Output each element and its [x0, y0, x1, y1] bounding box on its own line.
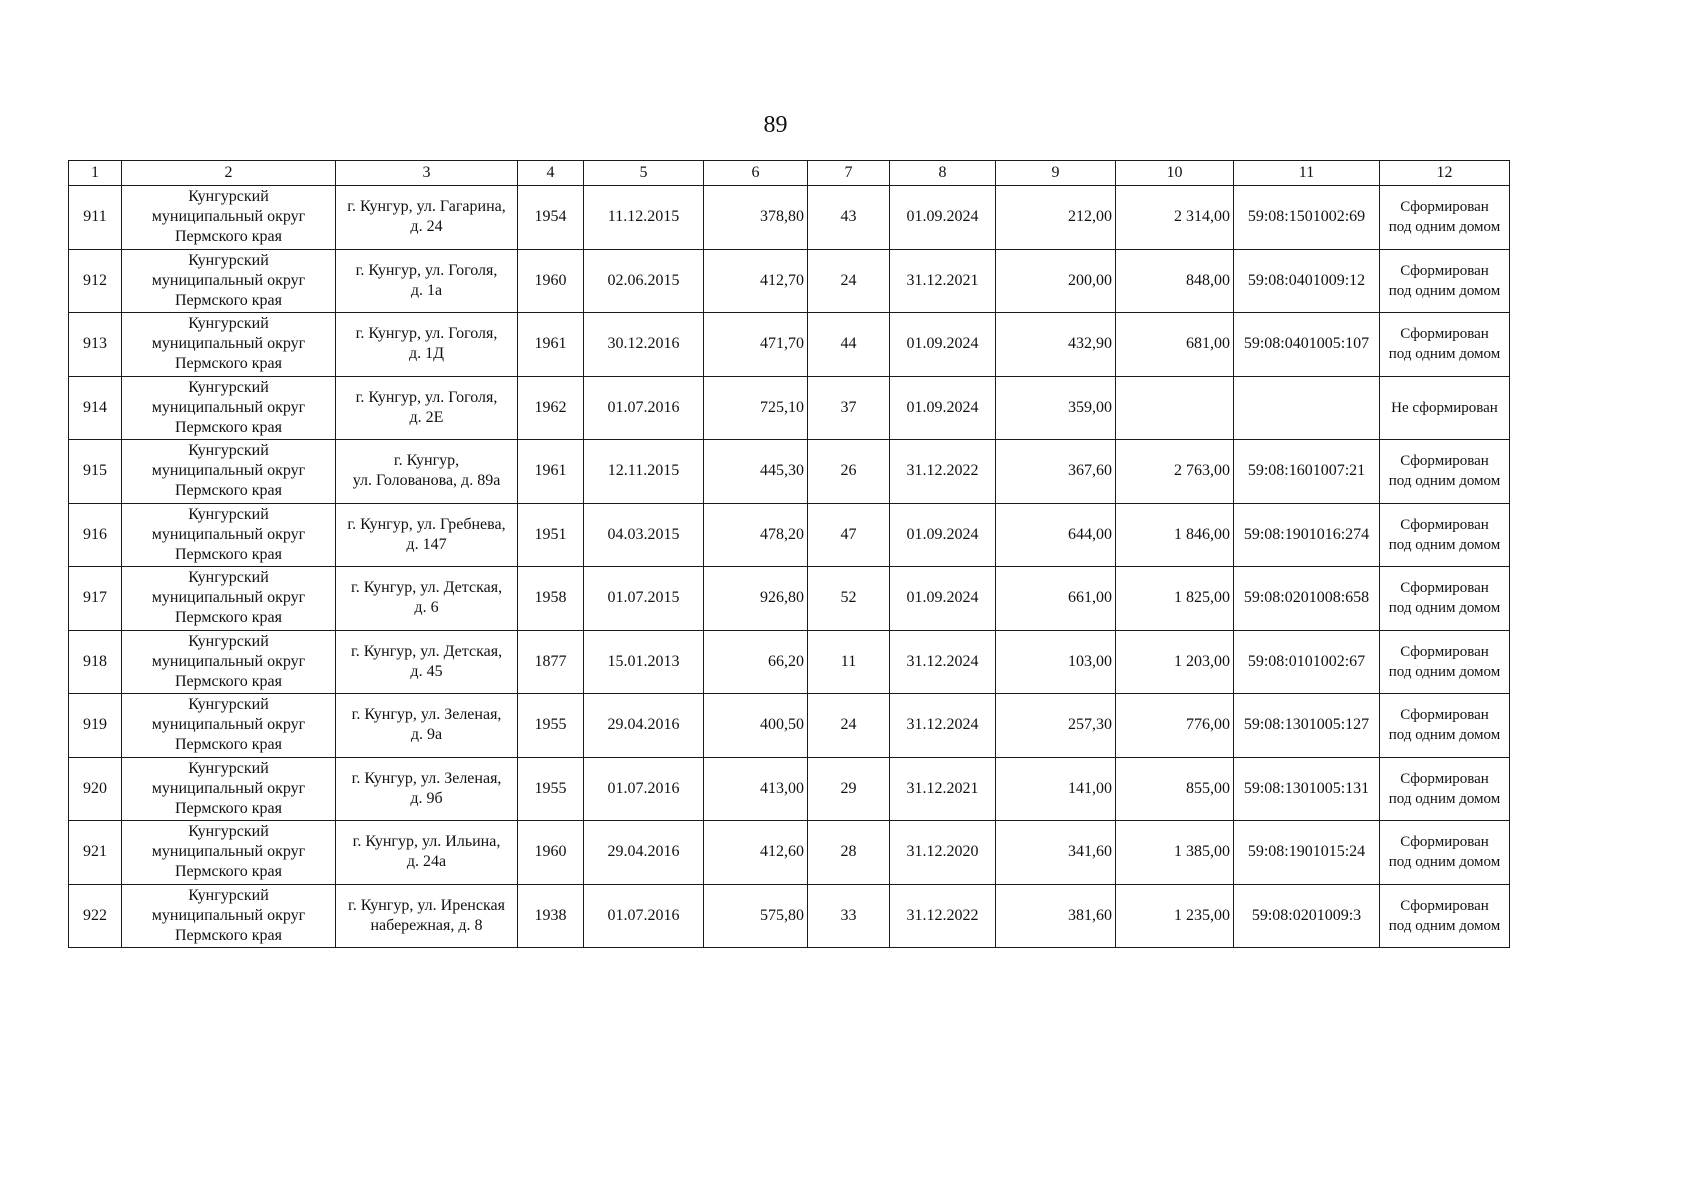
- cell-status: [1380, 884, 1510, 948]
- cell-address: [336, 313, 518, 377]
- cell-owner: [122, 503, 336, 567]
- cell-status-line: под одним домом: [1388, 536, 1501, 553]
- cell-deadline: 31.12.2020: [890, 821, 996, 885]
- table-row: [69, 884, 1510, 948]
- cell-value-9: 200,00: [996, 249, 1116, 313]
- cell-owner-line: Пермского края: [175, 609, 282, 627]
- cell-owner-line: Пермского края: [175, 672, 282, 690]
- cell-status-line: под одним домом: [1388, 727, 1501, 744]
- cell-cadastral-number: 59:08:1601007:21: [1234, 440, 1380, 504]
- cell-owner: [122, 313, 336, 377]
- cell-year-built: 1877: [518, 630, 584, 694]
- cell-row-number: 919: [69, 694, 122, 758]
- cell-date: 01.07.2016: [584, 884, 704, 948]
- cell-year-built: 1960: [518, 821, 584, 885]
- cell-year-built: 1961: [518, 313, 584, 377]
- cell-status: [1380, 249, 1510, 313]
- cell-address-line: д. 1а: [410, 281, 443, 299]
- cell-owner-line: муниципальный округ: [151, 652, 306, 670]
- cell-year-built: 1961: [518, 440, 584, 504]
- cell-deadline: 01.09.2024: [890, 186, 996, 250]
- cell-deadline: 01.09.2024: [890, 376, 996, 440]
- cell-status: [1380, 313, 1510, 377]
- cell-owner-line: Пермского края: [175, 926, 282, 944]
- column-header: 3: [336, 161, 518, 186]
- cell-row-number: 921: [69, 821, 122, 885]
- cell-residents: 52: [808, 567, 890, 631]
- cell-status: [1380, 376, 1510, 440]
- cell-owner-line: Кунгурский: [188, 569, 269, 587]
- cell-owner-line: Кунгурский: [188, 378, 269, 396]
- cell-cadastral-number: [1234, 376, 1380, 440]
- cell-status-line: Сформирован: [1400, 199, 1489, 216]
- cell-deadline: 31.12.2021: [890, 249, 996, 313]
- cell-cadastral-number: 59:08:1301005:127: [1234, 694, 1380, 758]
- cell-address-line: г. Кунгур, ул. Иренская: [348, 896, 505, 914]
- cell-area: 413,00: [704, 757, 808, 821]
- cell-status-line: Сформирован: [1400, 643, 1489, 660]
- column-header: 5: [584, 161, 704, 186]
- cell-owner-line: Пермского края: [175, 863, 282, 881]
- cell-owner-line: муниципальный округ: [151, 525, 306, 543]
- cell-status-line: Сформирован: [1400, 516, 1489, 533]
- cell-status-line: под одним домом: [1388, 663, 1501, 680]
- cell-value-10: 855,00: [1116, 757, 1234, 821]
- table-row: [69, 249, 1510, 313]
- cell-year-built: 1951: [518, 503, 584, 567]
- cell-address: [336, 503, 518, 567]
- cell-row-number: 913: [69, 313, 122, 377]
- cell-year-built: 1962: [518, 376, 584, 440]
- cell-row-number: 916: [69, 503, 122, 567]
- cell-address: [336, 376, 518, 440]
- cell-owner: [122, 440, 336, 504]
- table-row: [69, 440, 1510, 504]
- cell-status: [1380, 440, 1510, 504]
- cell-residents: 24: [808, 249, 890, 313]
- table-row: [69, 376, 1510, 440]
- column-header: 9: [996, 161, 1116, 186]
- cell-address-line: д. 24: [410, 218, 443, 236]
- cell-address: [336, 757, 518, 821]
- cell-owner: [122, 186, 336, 250]
- cell-owner-line: Пермского края: [175, 482, 282, 500]
- cell-status-line: Сформирован: [1400, 453, 1489, 470]
- page-number: 89: [763, 112, 788, 138]
- cell-status: [1380, 821, 1510, 885]
- cell-address-line: г. Кунгур, ул. Ильина,: [352, 833, 501, 851]
- cell-owner-line: Кунгурский: [188, 886, 269, 904]
- table-row: [69, 503, 1510, 567]
- column-header: 12: [1380, 161, 1510, 186]
- column-header: 8: [890, 161, 996, 186]
- cell-row-number: 918: [69, 630, 122, 694]
- column-header: 2: [122, 161, 336, 186]
- cell-date: 15.01.2013: [584, 630, 704, 694]
- cell-address: [336, 821, 518, 885]
- cell-owner-line: Кунгурский: [188, 251, 269, 269]
- cell-status-line: Сформирован: [1400, 262, 1489, 279]
- cell-status: [1380, 186, 1510, 250]
- cell-area: 725,10: [704, 376, 808, 440]
- cell-address-line: д. 147: [406, 535, 447, 553]
- cell-address: [336, 567, 518, 631]
- cell-status-line: Сформирован: [1400, 326, 1489, 343]
- cell-owner-line: муниципальный округ: [151, 906, 306, 924]
- cell-row-number: 911: [69, 186, 122, 250]
- cell-owner-line: муниципальный округ: [151, 843, 306, 861]
- cell-status-line: под одним домом: [1388, 346, 1501, 363]
- cell-deadline: 01.09.2024: [890, 313, 996, 377]
- cell-cadastral-number: 59:08:0101002:67: [1234, 630, 1380, 694]
- cell-date: 01.07.2015: [584, 567, 704, 631]
- cell-owner-line: муниципальный округ: [151, 779, 306, 797]
- cell-date: 30.12.2016: [584, 313, 704, 377]
- cell-cadastral-number: 59:08:0401005:107: [1234, 313, 1380, 377]
- cell-value-9: 257,30: [996, 694, 1116, 758]
- table-row: [69, 567, 1510, 631]
- cell-address: [336, 440, 518, 504]
- cell-residents: 24: [808, 694, 890, 758]
- cell-deadline: 01.09.2024: [890, 567, 996, 631]
- cell-area: 378,80: [704, 186, 808, 250]
- cell-address-line: г. Кунгур,: [393, 452, 460, 470]
- cell-address-line: д. 9б: [410, 789, 443, 807]
- cell-value-10: 681,00: [1116, 313, 1234, 377]
- cell-address: [336, 186, 518, 250]
- cell-date: 02.06.2015: [584, 249, 704, 313]
- column-header: 6: [704, 161, 808, 186]
- column-header: 11: [1234, 161, 1380, 186]
- cell-status-line: под одним домом: [1388, 790, 1501, 807]
- cell-owner-line: Пермского края: [175, 799, 282, 817]
- cell-deadline: 01.09.2024: [890, 503, 996, 567]
- table-row: [69, 757, 1510, 821]
- cell-owner: [122, 567, 336, 631]
- column-header: 7: [808, 161, 890, 186]
- cell-area: 926,80: [704, 567, 808, 631]
- cell-address-line: д. 2Е: [409, 408, 444, 426]
- cell-owner-line: Кунгурский: [188, 188, 269, 206]
- table-row: [69, 186, 1510, 250]
- cell-status-line: под одним домом: [1388, 219, 1501, 236]
- cell-date: 01.07.2016: [584, 376, 704, 440]
- cell-status-line: Сформирован: [1400, 770, 1489, 787]
- cell-cadastral-number: 59:08:1901016:274: [1234, 503, 1380, 567]
- cell-deadline: 31.12.2024: [890, 694, 996, 758]
- cell-cadastral-number: 59:08:0401009:12: [1234, 249, 1380, 313]
- cell-area: 445,30: [704, 440, 808, 504]
- cell-residents: 28: [808, 821, 890, 885]
- cell-residents: 43: [808, 186, 890, 250]
- cell-row-number: 914: [69, 376, 122, 440]
- cell-residents: 37: [808, 376, 890, 440]
- cell-date: 04.03.2015: [584, 503, 704, 567]
- cell-year-built: 1955: [518, 694, 584, 758]
- cell-owner-line: Кунгурский: [188, 442, 269, 460]
- cell-status: [1380, 630, 1510, 694]
- cell-residents: 26: [808, 440, 890, 504]
- cell-owner-line: Кунгурский: [188, 505, 269, 523]
- column-header: 10: [1116, 161, 1234, 186]
- cell-address: [336, 249, 518, 313]
- cell-value-9: 341,60: [996, 821, 1116, 885]
- cell-address-line: г. Кунгур, ул. Гоголя,: [355, 388, 498, 406]
- cell-status-line: под одним домом: [1388, 282, 1501, 299]
- cell-residents: 44: [808, 313, 890, 377]
- cell-address: [336, 630, 518, 694]
- cell-date: 11.12.2015: [584, 186, 704, 250]
- cell-address-line: д. 45: [410, 662, 443, 680]
- cell-owner-line: муниципальный округ: [151, 462, 306, 480]
- cell-area: 471,70: [704, 313, 808, 377]
- cell-owner-line: муниципальный округ: [151, 716, 306, 734]
- cell-owner-line: Кунгурский: [188, 632, 269, 650]
- cell-status-line: Сформирован: [1400, 897, 1489, 914]
- cell-deadline: 31.12.2022: [890, 440, 996, 504]
- cell-owner-line: муниципальный округ: [151, 398, 306, 416]
- cell-address-line: д. 1Д: [408, 345, 445, 363]
- cell-row-number: 915: [69, 440, 122, 504]
- cell-value-10: 848,00: [1116, 249, 1234, 313]
- cell-owner-line: Кунгурский: [188, 696, 269, 714]
- cell-value-10: 776,00: [1116, 694, 1234, 758]
- cell-status-line: Сформирован: [1400, 580, 1489, 597]
- cell-date: 01.07.2016: [584, 757, 704, 821]
- cell-owner-line: Пермского края: [175, 545, 282, 563]
- cell-owner-line: Пермского края: [175, 355, 282, 373]
- cell-address: [336, 694, 518, 758]
- cell-year-built: 1954: [518, 186, 584, 250]
- cell-area: 478,20: [704, 503, 808, 567]
- cell-deadline: 31.12.2021: [890, 757, 996, 821]
- cell-date: 29.04.2016: [584, 694, 704, 758]
- cell-area: 412,60: [704, 821, 808, 885]
- cell-value-10: [1116, 376, 1234, 440]
- cell-owner-line: Кунгурский: [188, 315, 269, 333]
- cell-value-9: 212,00: [996, 186, 1116, 250]
- cell-residents: 33: [808, 884, 890, 948]
- cell-area: 575,80: [704, 884, 808, 948]
- cell-address: [336, 884, 518, 948]
- cell-value-10: 1 846,00: [1116, 503, 1234, 567]
- cell-date: 29.04.2016: [584, 821, 704, 885]
- table-row: [69, 630, 1510, 694]
- cell-status-line: Сформирован: [1400, 834, 1489, 851]
- cell-cadastral-number: 59:08:1301005:131: [1234, 757, 1380, 821]
- cell-value-10: 1 825,00: [1116, 567, 1234, 631]
- cell-value-9: 359,00: [996, 376, 1116, 440]
- cell-row-number: 912: [69, 249, 122, 313]
- cell-owner-line: муниципальный округ: [151, 589, 306, 607]
- cell-area: 412,70: [704, 249, 808, 313]
- cell-owner-line: муниципальный округ: [151, 335, 306, 353]
- cell-cadastral-number: 59:08:0201008:658: [1234, 567, 1380, 631]
- cell-status-line: под одним домом: [1388, 854, 1501, 871]
- cell-deadline: 31.12.2022: [890, 884, 996, 948]
- cell-owner-line: Кунгурский: [188, 759, 269, 777]
- cell-address-line: г. Кунгур, ул. Гоголя,: [355, 261, 498, 279]
- cell-residents: 47: [808, 503, 890, 567]
- cell-address-line: ул. Голованова, д. 89а: [352, 472, 501, 490]
- cell-address-line: г. Кунгур, ул. Детская,: [350, 579, 503, 597]
- cell-owner: [122, 694, 336, 758]
- cell-owner-line: Пермского края: [175, 291, 282, 309]
- cell-value-10: 1 385,00: [1116, 821, 1234, 885]
- cell-owner: [122, 884, 336, 948]
- table-row: [69, 694, 1510, 758]
- cell-value-9: 103,00: [996, 630, 1116, 694]
- cell-value-9: 661,00: [996, 567, 1116, 631]
- table-row: [69, 313, 1510, 377]
- cell-value-9: 381,60: [996, 884, 1116, 948]
- cell-status-line: Не сформирован: [1391, 399, 1498, 416]
- cell-cadastral-number: 59:08:0201009:3: [1234, 884, 1380, 948]
- cell-owner-line: Пермского края: [175, 418, 282, 436]
- cell-row-number: 917: [69, 567, 122, 631]
- cell-address-line: г. Кунгур, ул. Зеленая,: [351, 769, 502, 787]
- cell-area: 400,50: [704, 694, 808, 758]
- cell-owner: [122, 630, 336, 694]
- cell-address-line: г. Кунгур, ул. Гребнева,: [347, 515, 506, 533]
- cell-value-10: 1 235,00: [1116, 884, 1234, 948]
- cell-value-10: 2 314,00: [1116, 186, 1234, 250]
- column-header: 4: [518, 161, 584, 186]
- cell-address-line: д. 9а: [410, 726, 443, 744]
- cell-year-built: 1955: [518, 757, 584, 821]
- cell-address-line: д. 6: [414, 599, 439, 617]
- cell-owner: [122, 757, 336, 821]
- cell-status-line: Сформирован: [1400, 707, 1489, 724]
- cell-status: [1380, 694, 1510, 758]
- cell-owner: [122, 821, 336, 885]
- cell-value-9: 432,90: [996, 313, 1116, 377]
- column-header: 1: [69, 161, 122, 186]
- cell-address-line: г. Кунгур, ул. Зеленая,: [351, 706, 502, 724]
- cell-address-line: г. Кунгур, ул. Детская,: [350, 642, 503, 660]
- cell-deadline: 31.12.2024: [890, 630, 996, 694]
- cell-address-line: г. Кунгур, ул. Гоголя,: [355, 325, 498, 343]
- cell-owner-line: Кунгурский: [188, 823, 269, 841]
- cell-owner-line: муниципальный округ: [151, 271, 306, 289]
- cell-value-9: 367,60: [996, 440, 1116, 504]
- cell-year-built: 1938: [518, 884, 584, 948]
- housing-registry-table: [68, 160, 1510, 948]
- cell-owner-line: Пермского края: [175, 736, 282, 754]
- cell-year-built: 1960: [518, 249, 584, 313]
- cell-value-10: 1 203,00: [1116, 630, 1234, 694]
- cell-residents: 11: [808, 630, 890, 694]
- cell-status: [1380, 503, 1510, 567]
- cell-status-line: под одним домом: [1388, 473, 1501, 490]
- cell-address-line: набережная, д. 8: [370, 916, 483, 934]
- header-row: [69, 161, 1510, 186]
- cell-owner: [122, 376, 336, 440]
- cell-value-10: 2 763,00: [1116, 440, 1234, 504]
- cell-address-line: д. 24а: [406, 853, 447, 871]
- cell-status: [1380, 567, 1510, 631]
- cell-owner-line: Пермского края: [175, 228, 282, 246]
- cell-row-number: 922: [69, 884, 122, 948]
- cell-owner-line: муниципальный округ: [151, 208, 306, 226]
- table-row: [69, 821, 1510, 885]
- cell-residents: 29: [808, 757, 890, 821]
- cell-area: 66,20: [704, 630, 808, 694]
- cell-status: [1380, 757, 1510, 821]
- cell-status-line: под одним домом: [1388, 600, 1501, 617]
- cell-value-9: 644,00: [996, 503, 1116, 567]
- cell-cadastral-number: 59:08:1901015:24: [1234, 821, 1380, 885]
- cell-address-line: г. Кунгур, ул. Гагарина,: [347, 198, 506, 216]
- cell-owner: [122, 249, 336, 313]
- cell-status-line: под одним домом: [1388, 917, 1501, 934]
- cell-year-built: 1958: [518, 567, 584, 631]
- cell-date: 12.11.2015: [584, 440, 704, 504]
- cell-row-number: 920: [69, 757, 122, 821]
- cell-cadastral-number: 59:08:1501002:69: [1234, 186, 1380, 250]
- cell-value-9: 141,00: [996, 757, 1116, 821]
